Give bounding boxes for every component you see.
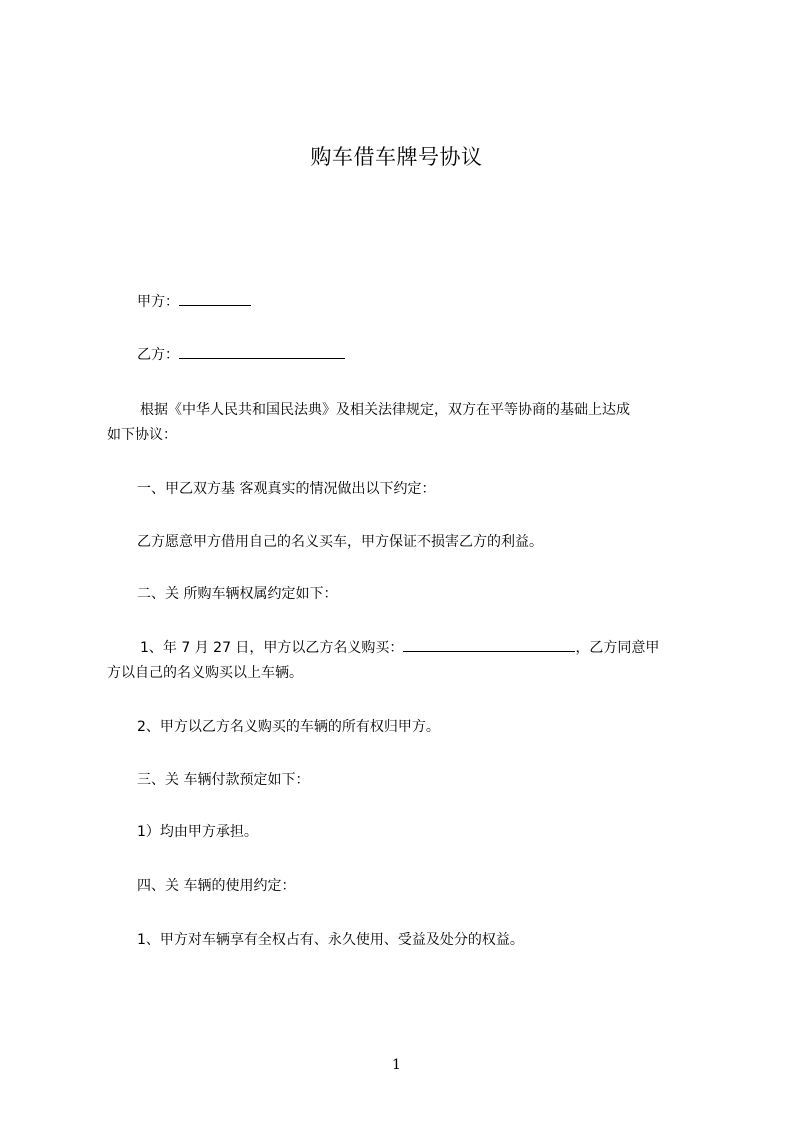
section4-heading: 四、关 车辆的使用约定： [137,878,296,894]
party-b-line [137,345,345,364]
party-b-label: 乙方： [137,347,179,363]
section4-item1: 1、甲方对车辆享有全权占有、永久使用、受益及处分的权益。 [137,932,524,948]
party-b-blank [179,345,345,359]
section3-item1: 1）均由甲方承担。 [137,824,258,840]
section2-item1-suffix: ，乙方同意甲 [575,640,660,656]
section2-item1-line2: 方以自己的名义购买以上车辆。 [107,665,303,681]
section1-body: 乙方愿意甲方借用自己的名义买车，甲方保证不损害乙方的利益。 [137,534,543,550]
section2-item1-prefix: 1、年 7 月 27 日，甲方以乙方名义购买： [140,640,404,656]
party-a-label: 甲方： [137,294,179,310]
section1-heading: 一、甲乙双方基 客观真实的情况做出以下约定： [137,481,436,497]
document-title: 购车借车牌号协议 [310,145,483,169]
party-a-blank [179,292,251,306]
page-number: 1 [392,1057,401,1073]
intro-line-2: 如下协议： [107,427,177,443]
intro-line-1: 根据《中华人民共和国民法典》及相关法律规定，双方在平等协商的基础上达成 [140,402,630,418]
section2-item1-line1 [140,638,659,657]
section2-item2: 2、甲方以乙方名义购买的车辆的所有权归甲方。 [137,719,440,735]
vehicle-blank [403,638,575,652]
section3-heading: 三、关 车辆付款预定如下： [137,772,310,788]
party-a-line [137,292,251,311]
section2-heading: 二、关 所购车辆权属约定如下： [137,586,338,602]
